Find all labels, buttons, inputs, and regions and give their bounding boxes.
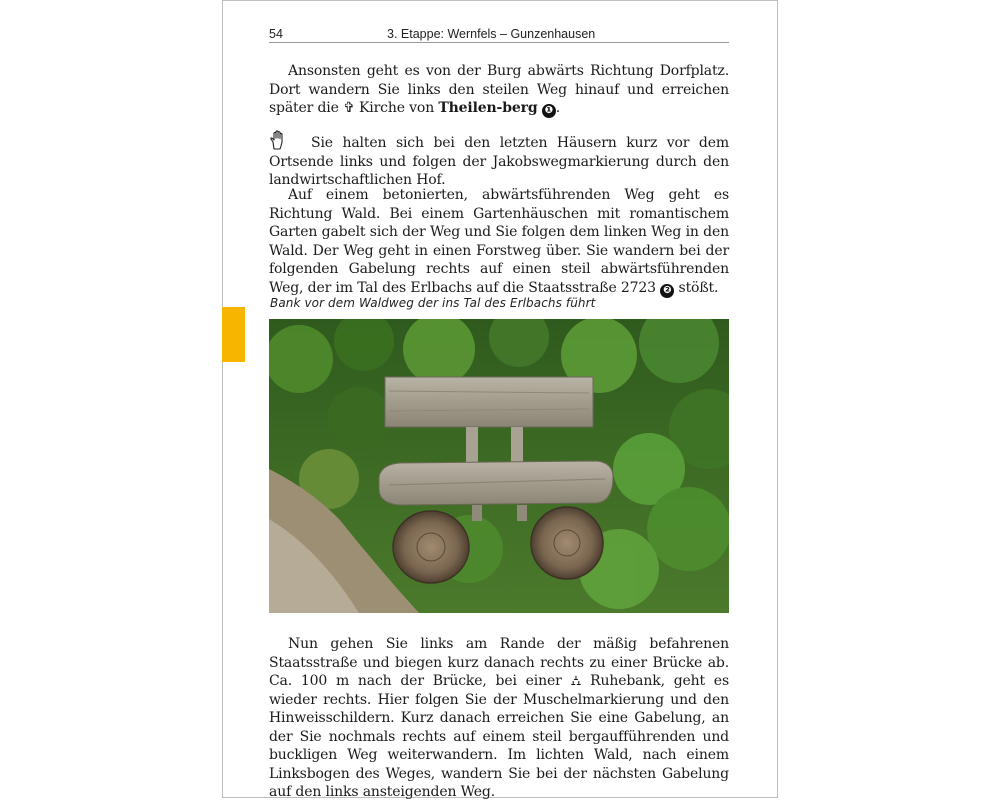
photo-caption: Bank vor dem Waldweg der ins Tal des Erlbachs führt — [270, 296, 596, 310]
paragraph-1 — [269, 62, 729, 118]
paragraph-4 — [269, 635, 729, 802]
paragraph-1-text-a: Ansonsten geht es von der Burg abwärts Richtung Dorfplatz. Dort wandern Sie links den steilen Weg hinauf und erreichen später die — [269, 63, 729, 116]
paragraph-2 — [269, 134, 729, 190]
paragraph-3-text-a: Auf einem betonierten, abwärtsführenden Weg geht es Richtung Wald. Bei einem Gartenhäuschen mit romantischem Garten gabelt sich der Weg und Sie folgen dem linken Weg in den Wald. Der Weg geht in einen Forstweg über. Sie wandern bei der folgenden Gabelung rechts auf einen steil abwärtsführenden Weg, der im Tal des Erlbachs auf die Staatsstraße 2723 — [269, 187, 729, 296]
paragraph-3 — [269, 186, 729, 298]
waypoint-marker-2: ❷ — [660, 284, 674, 298]
paragraph-4-text-a: Nun gehen Sie links am Rande der mäßig befahrenen Staatsstraße und biegen kurz danach rechts zu einer Brücke ab. Ca. 100 m nach der Brücke, bei einer — [269, 636, 729, 689]
paragraph-3-text-b: stößt. — [674, 279, 719, 296]
paragraph-1-text-b: Kirche von — [354, 100, 439, 116]
page-number: 54 — [269, 27, 283, 41]
paragraph-2-text: Sie halten sich bei den letzten Häusern kurz vor dem Ortsende links und folgen der Jakobswegmarkierung durch den landwirtschaftlichen Hof. — [269, 135, 729, 188]
place-name-theilenberg: Theilen-berg — [438, 100, 538, 116]
church-icon: ✞ — [343, 100, 355, 116]
page-header — [269, 27, 729, 43]
chapter-tab-marker — [222, 307, 245, 362]
paragraph-1-text-c: . — [555, 100, 561, 116]
running-title: 3. Etappe: Wernfels – Gunzenhausen — [387, 27, 596, 41]
photo-bench — [269, 319, 729, 613]
waypoint-marker-1: ❶ — [542, 104, 556, 118]
bench-icon: ⛼ — [570, 673, 582, 689]
header-rule — [269, 42, 729, 43]
paragraph-4-text-b: Ruhebank, geht es wieder rechts. Hier folgen Sie der Muschelmarkierung und den Hinweisschildern. Kurz danach erreichen Sie eine Gabelung, an der Sie nochmals rechts auf einem steil bergaufführenden und buckligen Weg weiterwandern. Im lichten Wald, nach einem Linksbogen des Weges, wandern Sie bei der nächsten Gabelung auf den links ansteigenden Weg. — [269, 673, 729, 800]
